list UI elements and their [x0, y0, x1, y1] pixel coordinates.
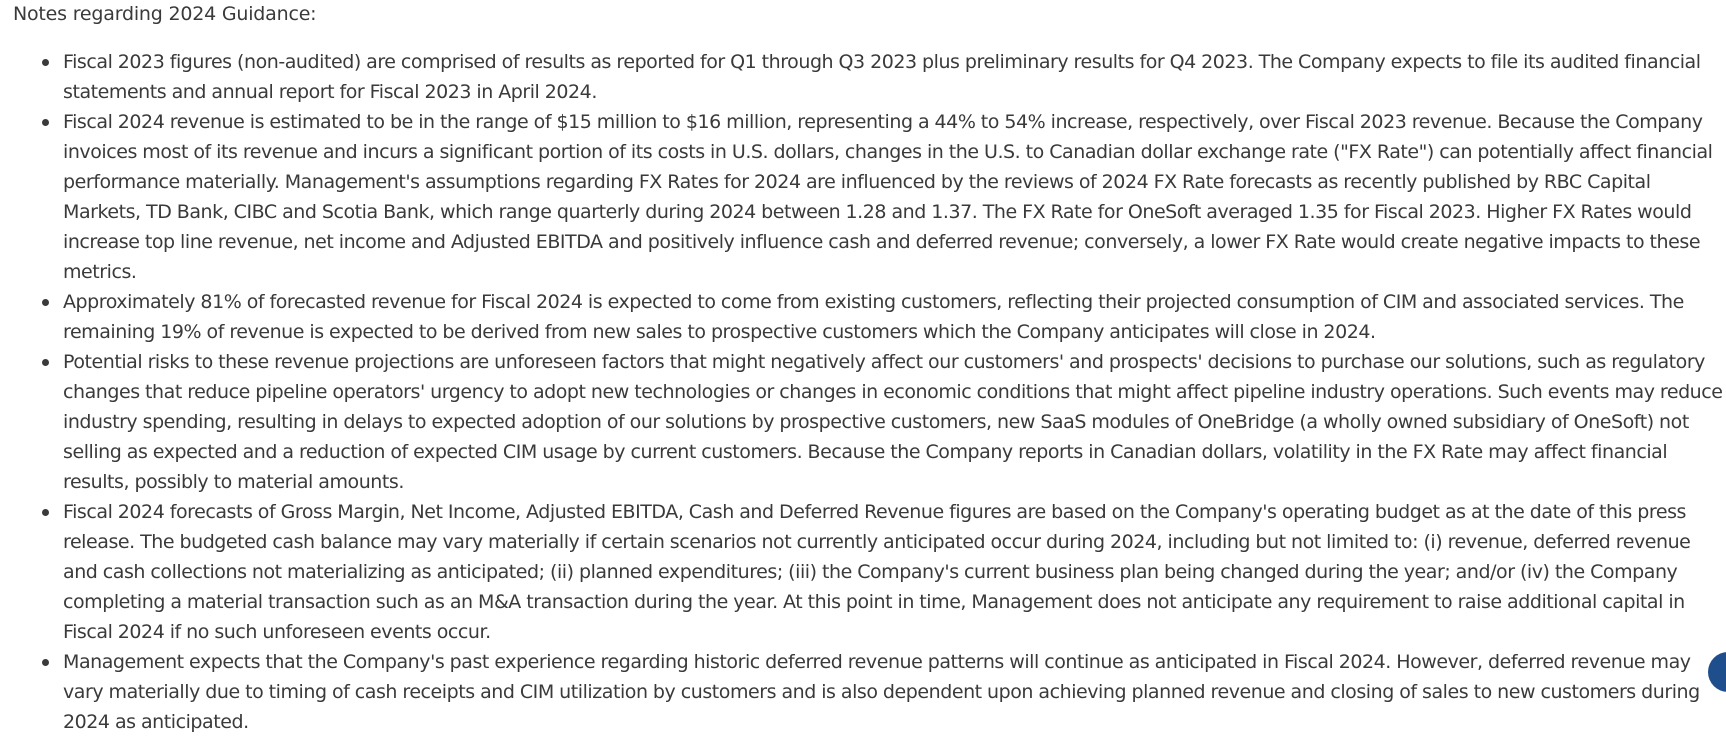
- list-item: [13, 107, 1723, 287]
- note-text: Approximately 81% of forecasted revenue for Fiscal 2024 is expected to come from existing customers, reflecting their projected consumption of CIM and associated services. The remaining 19% of revenue is expected to be derived from new sales to prospective customers which the Company anticipates will close in 2024.: [63, 291, 1684, 343]
- bullet-icon: [42, 299, 49, 306]
- list-item: [13, 287, 1723, 347]
- list-item: [13, 647, 1723, 737]
- notes-list: [13, 47, 1723, 737]
- note-text: Fiscal 2024 forecasts of Gross Margin, Net Income, Adjusted EBITDA, Cash and Deferred Revenue figures are based on the Company's operating budget as at the date of this press release. The budgeted cash balance may vary materially if certain scenarios not currently anticipated occur during 2024, including but not limited to: (i) revenue, deferred revenue and cash collections not materializing as anticipated; (ii) planned expenditures; (iii) the Company's current business plan being changed during the year; and/or (iv) the Company completing a material transaction such as an M&A transaction during the year. At this point in time, Management does not anticipate any requirement to raise additional capital in Fiscal 2024 if no such unforeseen events occur.: [63, 501, 1691, 643]
- bullet-icon: [42, 509, 49, 516]
- bullet-icon: [42, 359, 49, 366]
- list-item: [13, 47, 1723, 107]
- note-text: Fiscal 2023 figures (non-audited) are comprised of results as reported for Q1 through Q3 2023 plus preliminary results for Q4 2023. The Company expects to file its audited financial statements and annual report for Fiscal 2023 in April 2024.: [63, 51, 1701, 103]
- note-text: Potential risks to these revenue projections are unforeseen factors that might negatively affect our customers' and prospects' decisions to purchase our solutions, such as regulatory changes that reduce pipeline operators' urgency to adopt new technologies or changes in economic conditions that might affect pipeline industry operations. Such events may reduce industry spending, resulting in delays to expected adoption of our solutions by prospective customers, new SaaS modules of OneBridge (a wholly owned subsidiary of OneSoft) not selling as expected and a reduction of expected CIM usage by current customers. Because the Company reports in Canadian dollars, volatility in the FX Rate may affect financial results, possibly to material amounts.: [63, 351, 1723, 493]
- bullet-icon: [42, 59, 49, 66]
- bullet-icon: [42, 119, 49, 126]
- list-item: [13, 347, 1723, 497]
- guidance-notes-section: [13, 0, 1723, 737]
- notes-heading: Notes regarding 2024 Guidance:: [13, 3, 317, 25]
- note-text: Fiscal 2024 revenue is estimated to be in the range of $15 million to $16 million, representing a 44% to 54% increase, respectively, over Fiscal 2023 revenue. Because the Company invoices most of its revenue and incurs a significant portion of its costs in U.S. dollars, changes in the U.S. to Canadian dollar exchange rate ("FX Rate") can potentially affect financial performance materially. Management's assumptions regarding FX Rates for 2024 are influenced by the reviews of 2024 FX Rate forecasts as recently published by RBC Capital Markets, TD Bank, CIBC and Scotia Bank, which range quarterly during 2024 between 1.28 and 1.37. The FX Rate for OneSoft averaged 1.35 for Fiscal 2023. Higher FX Rates would increase top line revenue, net income and Adjusted EBITDA and positively influence cash and deferred revenue; conversely, a lower FX Rate would create negative impacts to these metrics.: [63, 111, 1713, 283]
- bullet-icon: [42, 659, 49, 666]
- list-item: [13, 497, 1723, 647]
- note-text: Management expects that the Company's past experience regarding historic deferred revenue patterns will continue as anticipated in Fiscal 2024. However, deferred revenue may vary materially due to timing of cash receipts and CIM utilization by customers and is also dependent upon achieving planned revenue and closing of sales to new customers during 2024 as anticipated.: [63, 651, 1700, 733]
